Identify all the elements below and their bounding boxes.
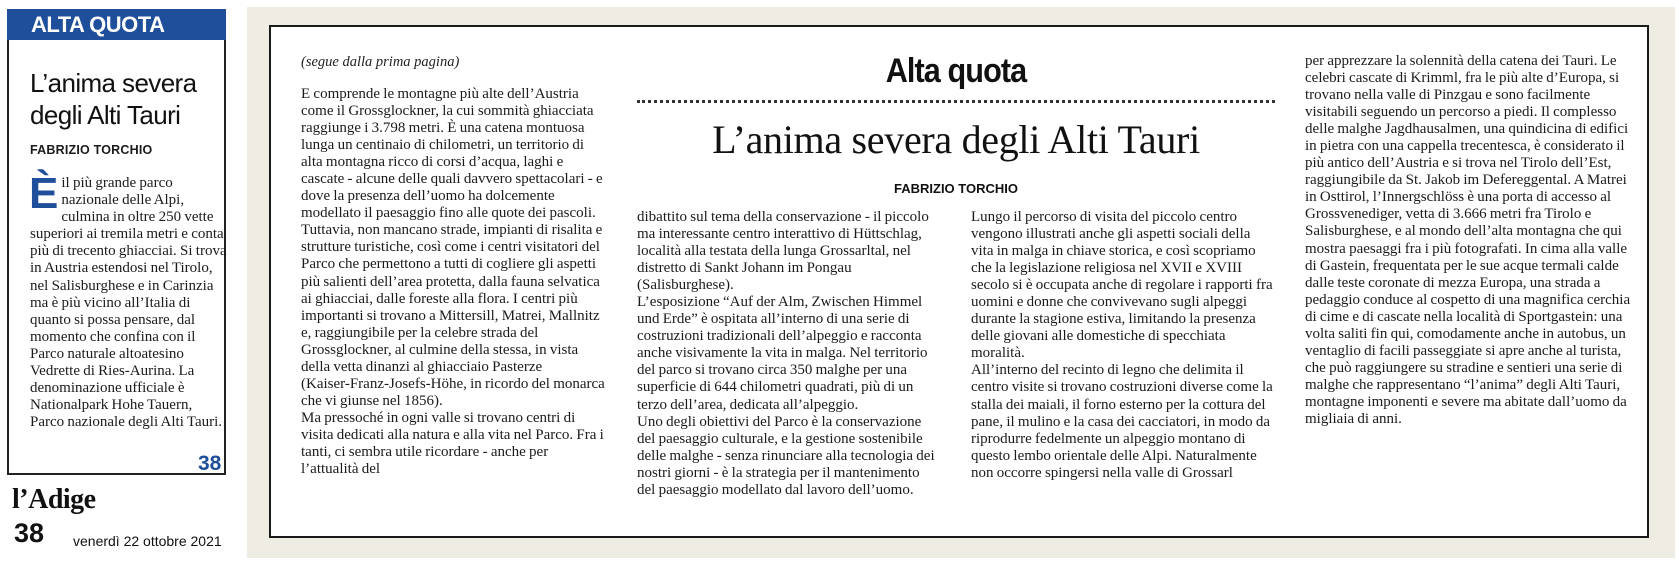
article-column-1: E comprende le montagne più alte dell’Austria come il Grossglockner, la cui sommità ghiacciata raggiunge i 3.798 metri. È una catena montuosa lunga un centinaio di chilometri, un territorio di alta montagna ricco di corsi d’acqua, laghi e cascate - alcune delle quali davvero spettacolari - e dove la presenza dell’uomo ha dolcemente modellato il paesaggio fino alle quote dei pascoli. Tuttavia, non mancano strade, impianti di risalita e strutture turistiche, così come i centri visitatori del Parco che permettono a tutti di cogliere gli aspetti più salienti dell’area protetta, dalla fauna selvatica ai ghiacciai, dalle foreste alla flora. I centri più importanti si trovano a Mittersill, Matrei, Mallnitz e, raggiungibile per la celebre strada del Grossglockner, al culmine della stessa, in vista della vetta dinanzi al ghiacciaio Pasterze (Kaiser-Franz-Josefs-Höhe, in ricordo del monarca che vi giunse nel 1856). Ma pressoché in ogni valle si trovano centri di visita dedicati alla natura e alla vita nel Parco. Fra i tanti, ci sembra utile ricordare - anche per l’attualità del xyxy=(301,86,605,478)
article-column-3: Lungo il percorso di visita del piccolo centro vengono illustrati anche gli aspetti sociali della vita in malga in chiave storica, e così scopriamo che la legislazione religiosa nel XVII e XVIII secolo si è occupata anche di regolare i rapporti fra uomini e donne che convivevano sugli alpeggi durante la stagione estiva, limitando la presenza delle giovani alle domestiche di specchiata moralità. All’interno del recinto di legno che delimita il centro visite si trovano costruzioni diverse come la stalla dei maiali, il forno esterno per la cottura del pane, il mulino e la casa dei cacciatori, in modo da riprodurre fedelmente un alpeggio montano di questo lembo orientale delle Alpi. Naturalmente non occorre spingersi nella valle di Grossarl xyxy=(971,209,1273,481)
article-title: L’anima severa degli Alti Tauri xyxy=(712,117,1200,162)
dotted-divider xyxy=(637,100,1275,103)
page-number: 38 xyxy=(14,518,45,548)
teaser-title: L’anima severa degli Alti Tauri xyxy=(30,68,197,130)
front-page-teaser xyxy=(0,0,236,564)
teaser-author: FABRIZIO TORCHIO xyxy=(30,143,153,157)
section-title: Alta quota xyxy=(885,52,1027,90)
continued-note: (segue dalla prima pagina) xyxy=(301,54,460,70)
teaser-body xyxy=(29,169,227,431)
article-author: FABRIZIO TORCHIO xyxy=(894,181,1018,196)
continue-page-number: 38 xyxy=(198,452,222,475)
article-column-2: dibattito sul tema della conservazione - il piccolo ma interessante centro interattivo di Hüttschlag, località alla testata della lunga Grossarltal, nel distretto di Sankt Johann im Pongau (Salisburghese). L’esposizione “Auf der Alm, Zwischen Himmel und Erde” è ospitata all’interno di una serie di costruzioni tradizionali dell’alpeggio e racconta anche visivamente la vita in malga. Nel territorio del parco si trovano circa 350 malghe per una superficie di 644 chilometri quadrati, più di un terzo dell’area, dedicata all’alpeggio. Uno degli obiettivi del Parco è la conservazione del paesaggio culturale, e la gestione sostenibile delle malghe - senza rinunciare alla tecnologia dei nostri giorni - è la strategia per il mantenimento del paesaggio modellato dal lavoro dell’uomo. xyxy=(637,209,935,498)
section-kicker: ALTA QUOTA xyxy=(7,9,226,40)
teaser-body-text: il più grande parco nazionale delle Alpi, culmina in oltre 250 vette superiori ai tremila metri e conta più di trecento ghiacciai. Si trova in Austria estendosi nel Tirolo, nel Salisburghese e in Carinzia ma è più vicino all’Italia di quanto si possa pensare, dal momento che confina con il Parco naturale altoatesino Vedrette di Ries-Aurina. La denominazione ufficiale è Nationalpark Hohe Tauern, Parco nazionale degli Alti Tauri. xyxy=(30,175,227,431)
issue-date: venerdì 22 ottobre 2021 xyxy=(73,533,222,549)
drop-cap: È xyxy=(29,169,59,218)
newspaper-masthead: l’Adige xyxy=(12,484,96,515)
article-column-4: per apprezzare la solennità della catena dei Tauri. Le celebri cascate di Krimml, fra le più alte d’Europa, si trovano nella valle di Pinzgau e sono facilmente visitabili seguendo un percorso a piedi. Il complesso delle malghe Jagdhausalmen, una quindicina di edifici in pietra con una cappella trecentesca, è considerato il più antico dell’Austria e si trova nel Tirolo dell’Est, raggiungibile da St. Jakob im Defereggental. A Matrei in Osttirol, l’Innergschlöss è una porta di accesso al Grossvenediger, vetta di 3.666 metri fra Tirolo e Salisburghese, e al mondo dell’alta montagna che qui mostra paesaggi fra i più fotografati. In cima alla valle di Gastein, frequentata per le sue acque termali calde dalle teste coronate di mezza Europa, una strada a pedaggio conduce al cospetto di una magnifica cerchia di cime e di cascate nella località di Sportgastein: una volta saliti fin qui, comodamente anche in autobus, un ventaglio di facili passeggiate si apre anche al turista, che può raggiungere su stradine e sentieri una serie di malghe che rappresentano “l’anima” degli Alti Tauri, montagne imponenti e severe ma abitate dall’uomo da migliaia di anni. xyxy=(1305,53,1631,427)
